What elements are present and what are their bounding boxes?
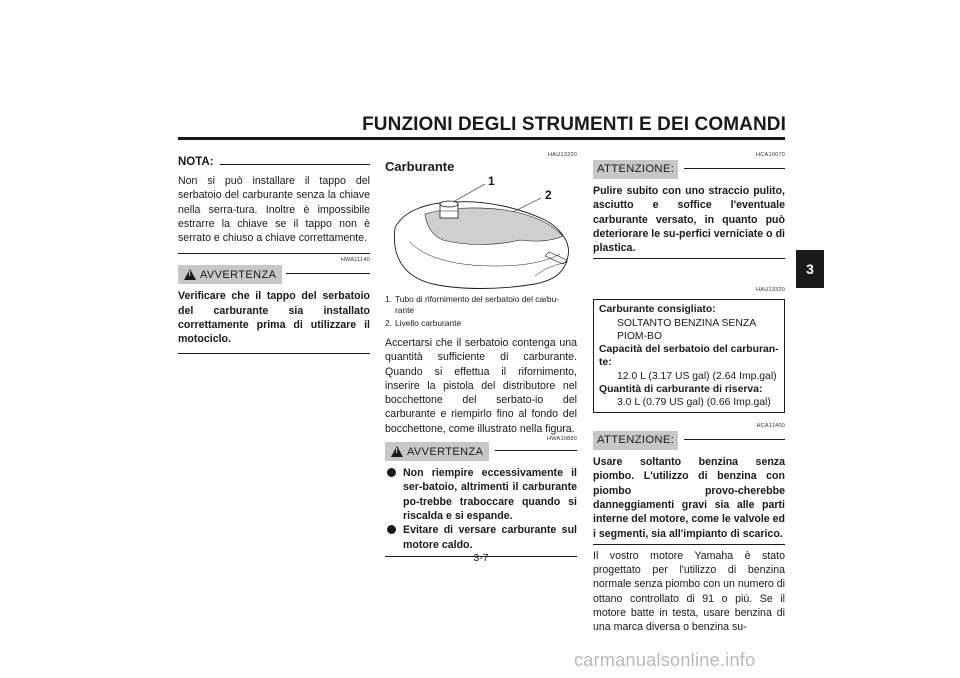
attention-end-rule-2 [593,544,785,545]
nota-label: NOTA: [178,156,214,168]
column-left [178,150,370,354]
page-header-title: FUNZIONI DEGLI STRUMENTI E DEI COMANDI [362,114,786,135]
attention-code-2: HCA11400 [756,423,785,430]
attention-label-2: ATTENZIONE: [593,431,678,450]
figure-callout-2: 2 [545,188,552,202]
section-title: Carburante [385,159,455,174]
attention-rule-2 [684,439,785,440]
fuel-spec-box [593,299,785,413]
warning-code-2: HWA10880 [547,436,577,443]
warning-code: HWA11140 [340,257,370,264]
warning-label: AVVERTENZA [200,268,277,281]
nota-end-rule [178,253,370,254]
spec-value-fuel: SOLTANTO BENZINA SENZA PIOM-BO [617,317,756,342]
bullet-icon [387,525,396,534]
warning-text: Verificare che il tappo del serbatoio del carburante sia installato correttamente prima di utilizzare il motociclo. [178,290,370,346]
nota-text: Non si può installare il tappo del serbatoio del carburante senza la chiave nella serra-tura. Inoltre è impossibile estrarre la chiave se il tappo non è serrato e chiuso a chiave correttamente. [178,175,370,245]
octane-body-text: Il vostro motore Yamaha è stato progettato per l'utilizzo di benzina normale senza piombo con un numero di ottano controllato di 91 o più. Se il motore batte in testa, usare benzina di una marca diversa o benzina su- [593,549,785,634]
warning-bullet: Evitare di versare carburante sul motore caldo. [385,523,577,552]
attention-end-rule-1 [593,258,785,259]
section-code: HAU13220 [548,152,577,158]
warning-bullet: Non riempire eccessivamente il ser-batoio, altrimenti il carburante po-trebbe traboccare quando si riscalda e si espande. [385,466,577,523]
bullet-icon [387,468,396,477]
nota-heading [178,156,370,168]
warning-end-rule [178,353,370,354]
watermark: carmanualsonline.info [574,650,756,670]
caption-item: 2. Livello carburante [385,318,462,328]
spec-value-capacity: 12.0 L (3.17 US gal) (2.64 Imp.gal) [617,370,777,382]
chapter-tab: 3 [796,250,824,288]
attention-rule-1 [684,168,785,169]
warning-triangle-icon: ! [391,446,403,457]
spec-label-reserve: Quantità di carburante di riserva: [599,383,763,395]
page-number: 3-7 [473,552,489,564]
fuel-tank-figure [385,174,577,292]
caption-item: 1. Tubo di rifornimento del serbatoio del carbu-rante [385,294,560,315]
spec-label-fuel: Carburante consigliato: [599,304,716,316]
warning-triangle-icon: ! [184,269,196,280]
attention-label-1: ATTENZIONE: [593,160,678,179]
header-rule [178,137,785,140]
attention-heading-1 [593,160,785,179]
spec-code: HAU13320 [756,287,785,294]
spec-value-reserve: 3.0 L (0.79 US gal) (0.66 Imp.gal) [617,396,771,408]
spec-label-capacity: Capacità del serbatoio del carburan-te: [599,344,779,369]
warning-label-2: AVVERTENZA [407,445,484,458]
warning-rule [286,273,370,274]
nota-rule [220,164,370,165]
column-right [593,150,785,635]
figure-callout-1: 1 [488,174,495,188]
attention-code-1: HCA10070 [756,152,785,158]
column-middle [385,150,577,557]
warning-heading [178,265,370,284]
warning-heading-2 [385,442,577,461]
fuel-body-text: Accertarsi che il serbatoio contenga una quantità sufficiente di carburante. Quando si effettua il rifornimento, inserire la pistola del distributore nel bocchettone del serbato-io del carburante e riempirlo fino al fondo del bocchettone, come illustrato nella figura. [385,337,577,435]
attention-text-1: Pulire subito con uno straccio pulito, asciutto e soffice l'eventuale carburante versato, in quanto può deteriorare le su-perfici verniciate o di plastica. [593,185,785,255]
warning-badge [178,265,282,284]
warning-badge-2 [385,442,489,461]
warning-rule-2 [495,450,577,451]
figure-captions [385,294,577,329]
attention-text-2: Usare soltanto benzina senza piombo. L'utilizzo di benzina con piombo provo-cherebbe danneggiamenti gravi sia alle parti interne del motore, come le valvole ed i segmenti, sia all'impianto di scarico. [593,456,785,540]
attention-heading-2 [593,431,785,450]
